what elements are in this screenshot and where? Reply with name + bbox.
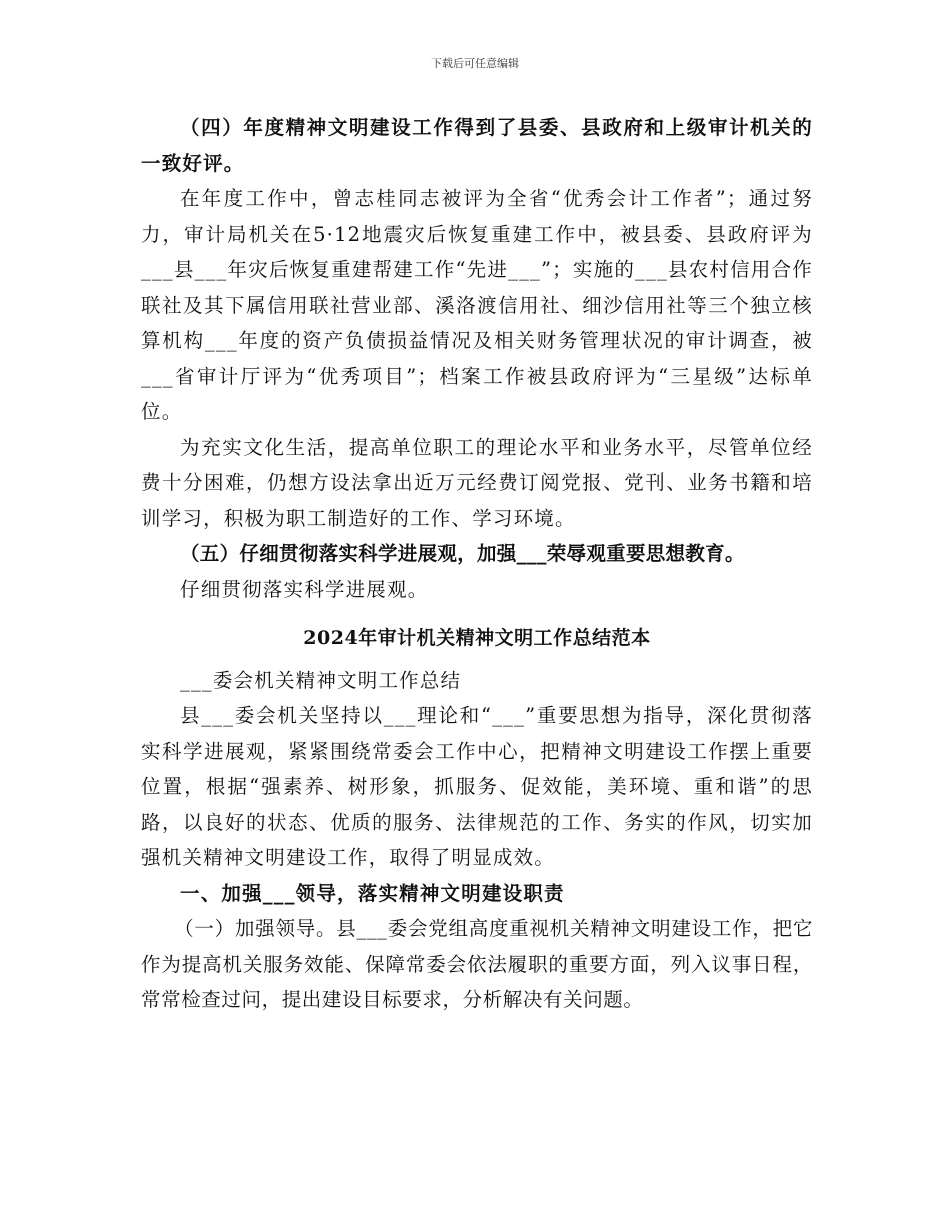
section-heading-1: 一、加强___领导，落实精神文明建设职责	[180, 881, 565, 905]
paragraph-awards: 在年度工作中，曾志桂同志被评为全省“优秀会计工作者”；通过努力，审计局机关在5·12地震灾后恢复重建工作中，被县委、县政府评为___县___年灾后恢复重建帮建工作“先进___”；实施的___县农村信用合作联社及其下属信用联社营业部、溪洛渡信用社、细沙信用社等三个独立核算机构___年度的资产负债损益情况及相关财务管理状况的审计调查，被___省审计厅评为“优秀项目”；档案工作被县政府评为“三星级”达标单位。	[141, 187, 813, 423]
paragraph-subtitle: ___委会机关精神文明工作总结	[180, 668, 462, 692]
document-title: 2024年审计机关精神文明工作总结范本	[303, 627, 651, 649]
section-heading-4: （四）年度精神文明建设工作得到了县委、县政府和上级审计机关的一致好评。	[141, 116, 813, 175]
paragraph-intro: 县___委会机关坚持以___理论和“___”重要思想为指导，深化贯彻落实科学进展观，紧紧围绕常委会工作中心，把精神文明建设工作摆上重要位置，根据“强素养、树形象，抓服务、促效能，美环境、重和谐”的思路，以良好的状态、优质的服务、法律规范的工作、务实的作风，切实加强机关精神文明建设工作，取得了明显成效。	[141, 704, 813, 869]
section-heading-5: （五）仔细贯彻落实科学进展观，加强___荣辱观重要思想教育。	[180, 542, 745, 565]
paragraph-science: 仔细贯彻落实科学进展观。	[180, 577, 429, 601]
paragraph-leadership: （一）加强领导。县___委会党组高度重视机关精神文明建设工作，把它作为提高机关服务效能、保障常委会依法履职的重要方面，列入议事日程，常常检查过问，提出建设目标要求，分析解决有关问题。	[141, 917, 813, 1011]
document-body	[141, 110, 813, 1018]
header-note: 下载后可任意编辑	[431, 57, 519, 70]
paragraph-culture: 为充实文化生活，提高单位职工的理论水平和业务水平，尽管单位经费十分困难，仍想方设法拿出近万元经费订阅党报、党刊、业务书籍和培训学习，积极为职工制造好的工作、学习环境。	[141, 435, 813, 530]
